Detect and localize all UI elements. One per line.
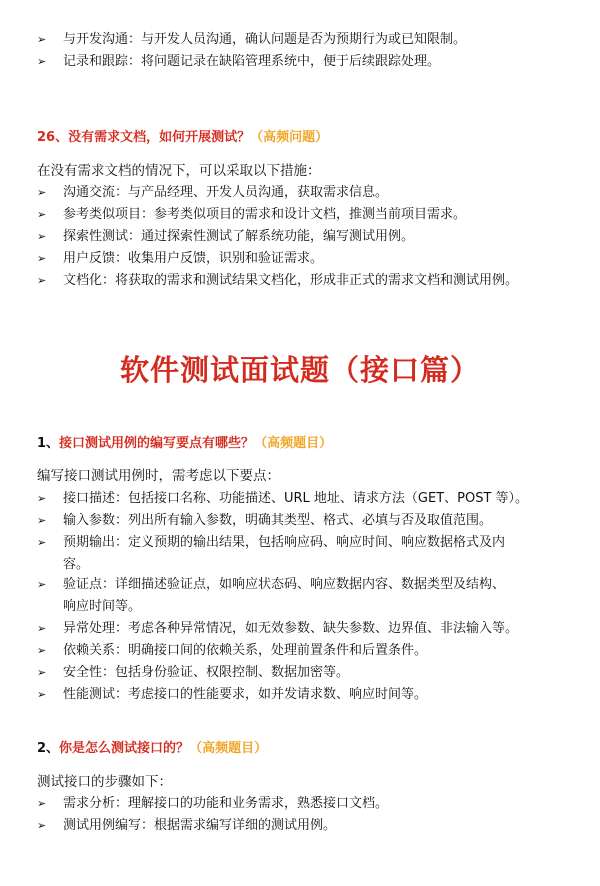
arrow-bullet-icon: ➢ <box>37 688 47 701</box>
arrow-bullet-icon: ➢ <box>37 578 47 591</box>
arrow-bullet-icon: ➢ <box>37 514 47 527</box>
question-intro: 在没有需求文档的情况下，可以采取以下措施： <box>37 163 321 179</box>
question-heading-1: 1、接口测试用例的编写要点有哪些？（高频题目） <box>37 436 333 451</box>
question-heading-2: 2、你是怎么测试接口的？（高频题目） <box>37 741 268 756</box>
arrow-bullet-icon: ➢ <box>37 55 47 68</box>
section-title: 软件测试面试题（接口篇） <box>119 353 480 387</box>
arrow-bullet-icon: ➢ <box>37 797 47 810</box>
arrow-bullet-icon: ➢ <box>37 819 47 832</box>
arrow-bullet-icon: ➢ <box>37 208 47 221</box>
arrow-bullet-icon: ➢ <box>37 666 47 679</box>
arrow-bullet-icon: ➢ <box>37 33 47 46</box>
question-intro: 编写接口测试用例时，需考虑以下要点： <box>37 468 280 484</box>
document-page: ➢ 与开发沟通：与开发人员沟通，确认问题是否为预期行为或已知限制。 ➢ 记录和跟踪：将问题记录在缺陷管理系统中，便于后续跟踪处理。 26、没有需求文档，如何开展测试？（高频问题） 在没有需求文档的情况下，可以采取以下措施： ➢ 沟通交流：与产品经理、开发人员沟通，获取需求信息。 ➢ 参考类似项目：参考类似项目的需求和设计文档，推测当前项目需求。 ➢ 探索性测试：通过探索性测试了解系统功能，编写测试用例。 ➢ 用户反馈：收集用户反馈，识别和验证需求。 ➢ 文档化：将获取的需求和测试结果文档化，形成非正式的需求文档和测试用例。 软件测试面试题（接口篇） 1、接口测试用例的编写要点有哪些？（高频题目） 编写接口测试用例时，需考虑以下要点： ➢ 接口描述：包括接口名称、功能描述、URL 地址、请求方法（GET、POST 等）。 ➢ 输入参数：列出所有输入参数，明确其类型、格式、必填与否及取值范围。 ➢ 预期输出：定义预期的输出结果，包括响应码、响应时间、响应数据格式及内 容。 ➢ 验证点：详细描述验证点，如响应状态码、响应数据内容、数据类型及结构、 响应时间等。 ➢ 异常处理：考虑各种异常情况，如无效参数、缺失参数、边界值、非法输入等。 ➢ 依赖关系：明确接口间的依赖关系，处理前置条件和后置条件。 ➢ 安全性：包括身份验证、权限控制、数据加密等。 ➢ 性能测试：考虑接口的性能要求，如并发请求数、响应时间等。 2、你是怎么测试接口的？（高频题目） 测试接口的步骤如下： ➢ 需求分析：理解接口的功能和业务需求，熟悉接口文档。 ➢ 测试用例编写：根据需求编写详细的测试用例。 <box>0 0 600 886</box>
arrow-bullet-icon: ➢ <box>37 186 47 199</box>
arrow-bullet-icon: ➢ <box>37 274 47 287</box>
question-heading-26: 26、没有需求文档，如何开展测试？（高频问题） <box>37 130 329 145</box>
arrow-bullet-icon: ➢ <box>37 230 47 243</box>
arrow-bullet-icon: ➢ <box>37 252 47 265</box>
arrow-bullet-icon: ➢ <box>37 622 47 635</box>
arrow-bullet-icon: ➢ <box>37 536 47 549</box>
arrow-bullet-icon: ➢ <box>37 644 47 657</box>
question-intro: 测试接口的步骤如下： <box>37 774 172 790</box>
arrow-bullet-icon: ➢ <box>37 492 47 505</box>
